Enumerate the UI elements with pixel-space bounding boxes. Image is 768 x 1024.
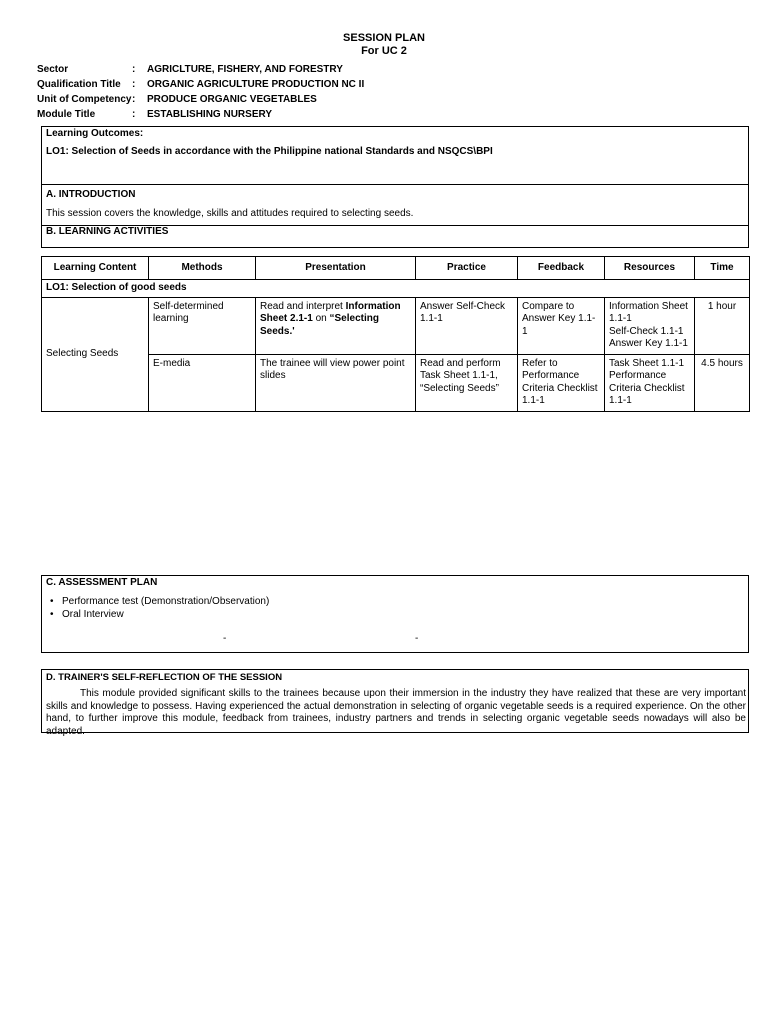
practice-cell: Answer Self-Check 1.1-1 (416, 297, 518, 354)
divider (41, 184, 749, 185)
meta-qualification (37, 79, 364, 90)
meta-colon: : (132, 79, 136, 90)
table-row (42, 297, 750, 354)
meta-value: ORGANIC AGRICULTURE PRODUCTION NC II (147, 79, 365, 90)
meta-label: Unit of Competency (37, 94, 132, 105)
learning-activities-heading: B. LEARNING ACTIVITIES (46, 226, 169, 237)
meta-colon: : (132, 94, 136, 105)
learning-activities-table (41, 256, 750, 412)
lo1-text: LO1: Selection of Seeds in accordance with the Philippine national Standards and NSQCS\BPI (46, 146, 493, 157)
learning-outcomes-heading: Learning Outcomes: (46, 128, 144, 139)
meta-sector (37, 64, 343, 75)
meta-colon: : (132, 64, 136, 75)
list-item: • Oral Interview (50, 608, 269, 621)
list-item: • Performance test (Demonstration/Observation) (50, 595, 269, 608)
meta-value: ESTABLISHING NURSERY (147, 109, 273, 120)
meta-label: Sector (37, 64, 69, 75)
presentation-text: on (312, 313, 330, 324)
feedback-cell: Compare to Answer Key 1.1-1 (518, 297, 605, 354)
lo-row-label: LO1: Selection of good seeds (42, 280, 750, 298)
table-header-row (42, 257, 750, 280)
column-header: Time (695, 257, 750, 280)
meta-value: AGRICLTURE, FISHERY, AND FORESTRY (147, 64, 343, 75)
reflection-heading: D. TRAINER'S SELF-REFLECTION OF THE SESSION (46, 672, 283, 683)
learning-content-cell: Selecting Seeds (42, 297, 149, 411)
meta-label: Qualification Title (37, 79, 121, 90)
meta-unit (37, 94, 317, 105)
meta-colon: : (132, 109, 136, 120)
resource-item: Answer Key 1.1-1 (609, 338, 688, 349)
resources-cell: Task Sheet 1.1-1 Performance Criteria Checklist 1.1-1 (605, 354, 695, 411)
presentation-cell (256, 297, 416, 354)
page-subtitle: For UC 2 (361, 45, 407, 57)
dash-mark: - (223, 633, 227, 644)
presentation-cell: The trainee will view power point slides (256, 354, 416, 411)
practice-cell: Read and perform Task Sheet 1.1-1, “Selecting Seeds” (416, 354, 518, 411)
page-title: SESSION PLAN (343, 32, 425, 44)
time-cell: 1 hour (695, 297, 750, 354)
lo-row (42, 280, 750, 298)
column-header: Feedback (518, 257, 605, 280)
meta-value: PRODUCE ORGANIC VEGETABLES (147, 94, 317, 105)
meta-label: Module Title (37, 109, 96, 120)
column-header: Presentation (256, 257, 416, 280)
resource-item: Self-Check 1.1-1 (609, 325, 684, 337)
feedback-cell: Refer to Performance Criteria Checklist 1.1-1 (518, 354, 605, 411)
introduction-heading: A. INTRODUCTION (46, 189, 136, 200)
assessment-heading: C. ASSESSMENT PLAN (46, 577, 158, 588)
meta-module (37, 109, 272, 120)
introduction-text: This session covers the knowledge, skills and attitudes required to selecting seeds. (46, 208, 414, 219)
column-header: Learning Content (42, 257, 149, 280)
dash-mark: - (415, 633, 419, 644)
presentation-bold: Information Sheet 2.1-1 (260, 300, 401, 324)
reflection-text: This module provided significant skills to the trainees because upon their immersion in the industry they have realized that these are very important skills and knowledge to possess. Having experienced the actual demonstration in selecting of organic vegetable seeds is a required experience. On the other hand, to further improve this module, feedback from trainees, industry partners and trends in selecting organic vegetable seeds nowadays will also be adapted. (46, 688, 746, 737)
column-header: Resources (605, 257, 695, 280)
method-cell: E-media (149, 354, 256, 411)
method-cell: Self-determined learning (149, 297, 256, 354)
time-cell: 4.5 hours (695, 354, 750, 411)
table-row (42, 354, 750, 411)
resource-item: Information Sheet 1.1-1 (609, 300, 688, 324)
assessment-list (50, 595, 269, 621)
presentation-text: Read and interpret (260, 300, 346, 312)
resources-cell (605, 297, 695, 354)
presentation-bold: “Selecting Seeds.' (260, 313, 379, 337)
column-header: Practice (416, 257, 518, 280)
column-header: Methods (149, 257, 256, 280)
